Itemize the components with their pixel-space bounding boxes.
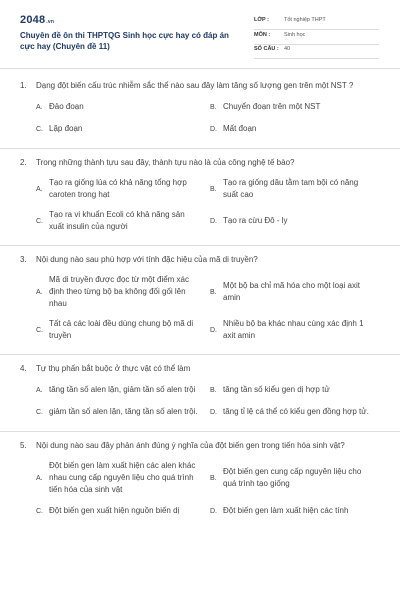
logo-main-text: 2048 [20, 14, 46, 26]
question-divider [0, 354, 400, 355]
option-text: Tạo ra vi khuẩn Ecoli có khả năng sản xuất insulin của người [49, 210, 185, 231]
option-b[interactable] [210, 177, 382, 201]
question-number: 2. [20, 158, 27, 167]
answer-options [20, 460, 380, 526]
option-label: D. [210, 408, 217, 416]
question-text: Dạng đột biến cấu trúc nhiễm sắc thể nào sau đây làm tăng số lượng gen trên một NST ? [36, 81, 354, 90]
option-label: B. [210, 185, 217, 193]
option-c[interactable] [36, 318, 208, 342]
question-divider [0, 245, 400, 246]
option-text: tăng tỉ lệ cá thể có kiểu gen đồng hợp tử. [223, 407, 369, 416]
option-label: A. [36, 474, 43, 482]
question-4 [0, 363, 400, 427]
meta-row-class [254, 14, 379, 30]
question-2 [0, 157, 400, 241]
option-label: B. [210, 386, 217, 394]
question-number: 5. [20, 441, 27, 450]
option-label: C. [36, 408, 43, 416]
option-label: C. [36, 125, 43, 133]
option-d[interactable] [210, 122, 382, 136]
option-d[interactable] [210, 504, 382, 518]
meta-label: LỚP : [254, 17, 269, 23]
option-label: D. [210, 507, 217, 515]
option-label: D. [210, 217, 217, 225]
meta-row-question-count [254, 43, 379, 59]
option-b[interactable] [210, 383, 382, 397]
option-text: Một bộ ba chỉ mã hóa cho một loại axit amin [223, 281, 360, 302]
option-label: C. [36, 217, 43, 225]
question-list [0, 72, 400, 526]
option-text: Đột biến gen làm xuất hiện các alen khác nhau cung cấp nguyên liệu cho quá trình tiến hóa của sinh vật [49, 461, 196, 494]
option-text: Tạo ra giống dâu tằm tam bội có năng suất cao [223, 178, 359, 199]
answer-options [20, 383, 380, 427]
option-label: C. [36, 507, 43, 515]
question-text: Tự thụ phấn bắt buộc ở thực vật có thể làm [36, 364, 191, 373]
option-a[interactable] [36, 274, 208, 310]
option-label: D. [210, 125, 217, 133]
answer-options [20, 177, 380, 241]
option-text: tăng tần số alen lặn, giảm tần số alen trội [49, 385, 196, 394]
option-c[interactable] [36, 209, 208, 233]
meta-value: Tốt nghiệp THPT [284, 17, 326, 23]
option-text: Tất cả các loài đều dùng chung bộ mã di truyền [49, 319, 194, 340]
option-d[interactable] [210, 318, 382, 342]
option-label: B. [210, 103, 217, 111]
question-text: Nội dung nào sau đây phản ánh đúng ý nghĩa của đột biến gen trong tiến hóa sinh vật? [36, 441, 345, 450]
option-label: A. [36, 103, 43, 111]
question-number: 3. [20, 255, 27, 264]
question-number: 1. [20, 81, 27, 90]
option-d[interactable] [210, 405, 382, 419]
option-text: Đột biến gen xuất hiện nguồn biến dị [49, 506, 180, 515]
option-a[interactable] [36, 460, 208, 496]
meta-value: 40 [284, 46, 291, 52]
question-divider [0, 431, 400, 432]
header [0, 0, 400, 68]
option-a[interactable] [36, 100, 208, 114]
option-label: B. [210, 474, 217, 482]
option-text: Tạo ra cừu Đô - ly [223, 216, 288, 225]
option-label: A. [36, 185, 43, 193]
option-a[interactable] [36, 177, 208, 201]
option-c[interactable] [36, 504, 208, 518]
option-b[interactable] [210, 460, 382, 496]
question-text: Trong những thành tựu sau đây, thành tựu nào là của công nghệ tế bào? [36, 158, 295, 167]
document-title: Chuyên đề ôn thi THPTQG Sinh học cực hay có đáp án cực hay (Chuyên đề 11) [20, 31, 229, 51]
option-text: Mất đoạn [223, 124, 257, 133]
question-divider [0, 148, 400, 149]
option-text: Lặp đoạn [49, 124, 83, 133]
option-b[interactable] [210, 100, 382, 114]
option-label: B. [210, 288, 217, 296]
option-text: Đột biến gen cung cấp nguyên liệu cho quá trình tạo giống [223, 467, 362, 488]
option-text: tăng tần số kiểu gen dị hợp tử [223, 385, 330, 394]
meta-label: SỐ CÂU : [254, 46, 279, 52]
question-5 [0, 440, 400, 526]
option-label: A. [36, 288, 43, 296]
option-label: C. [36, 326, 43, 334]
question-number: 4. [20, 364, 27, 373]
option-text: Chuyển đoạn trên một NST [223, 102, 321, 111]
option-d[interactable] [210, 209, 382, 233]
option-text: giảm tần số alen lặn, tăng tần số alen trội. [49, 407, 198, 416]
answer-options [20, 100, 380, 144]
site-logo[interactable] [20, 14, 54, 26]
option-a[interactable] [36, 383, 208, 397]
question-1 [0, 80, 400, 144]
question-text: Nội dung nào sau phù hợp với tính đặc hiệu của mã di truyền? [36, 255, 258, 264]
header-divider [0, 68, 400, 69]
question-3 [0, 254, 400, 350]
option-c[interactable] [36, 405, 208, 419]
option-label: A. [36, 386, 43, 394]
option-text: Mã di truyền được đọc từ một điểm xác định theo từng bộ ba không đối gối lên nhau [49, 275, 190, 308]
option-b[interactable] [210, 274, 382, 310]
option-text: Nhiều bộ ba khác nhau cùng xác định 1 axit amin [223, 319, 364, 340]
option-text: Đảo đoạn [49, 102, 84, 111]
option-text: Tạo ra giống lúa có khả năng tổng hợp caroten trong hạt [49, 178, 187, 199]
answer-options [20, 274, 380, 350]
meta-value: Sinh học [284, 32, 306, 38]
option-c[interactable] [36, 122, 208, 136]
meta-label: MÔN : [254, 32, 271, 38]
option-text: Đột biến gen làm xuất hiện các tính [223, 506, 349, 515]
option-label: D. [210, 326, 217, 334]
logo-sub-text: .vn [46, 19, 55, 25]
